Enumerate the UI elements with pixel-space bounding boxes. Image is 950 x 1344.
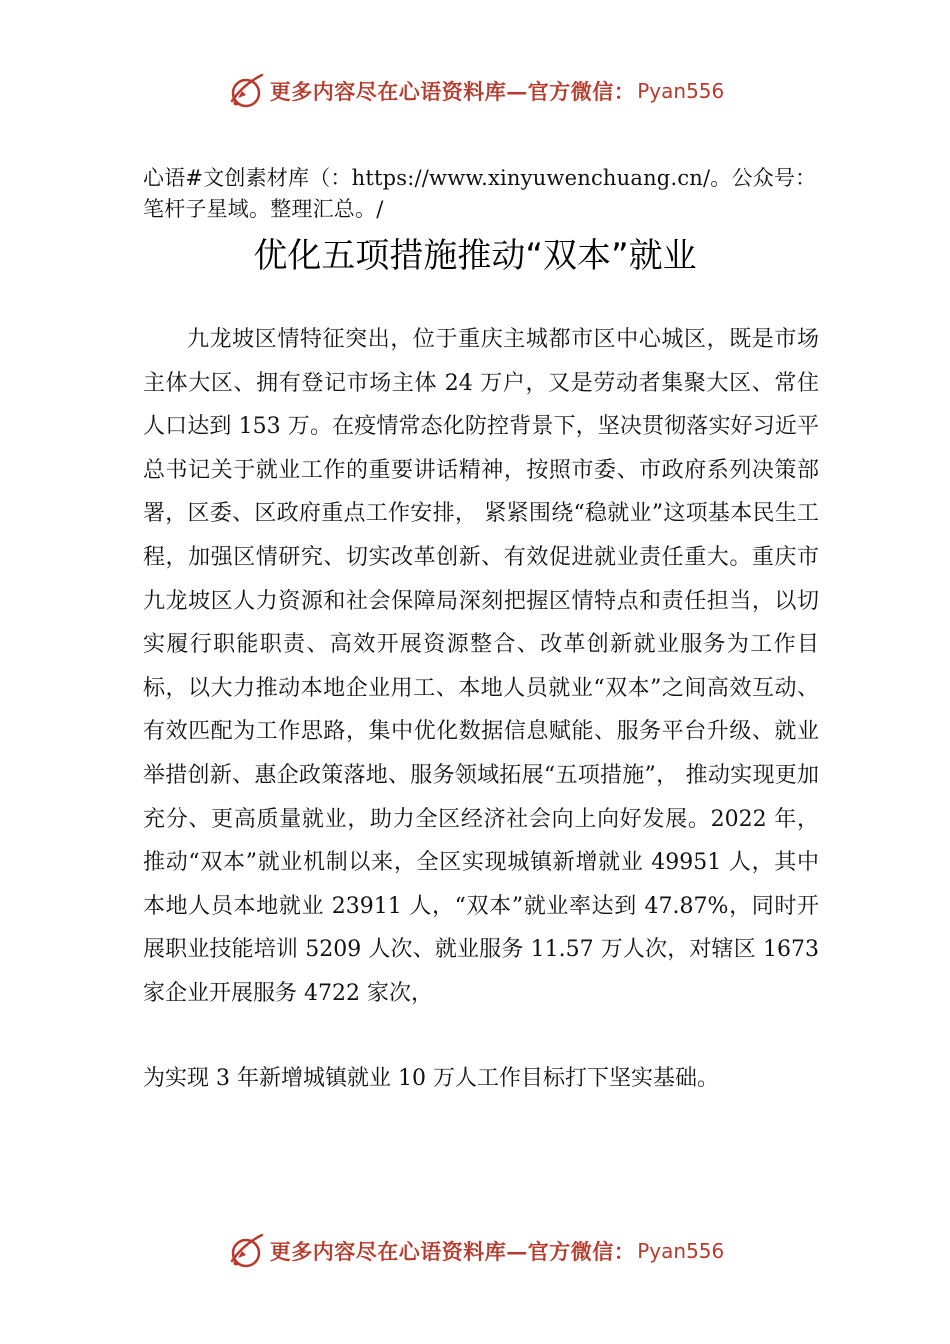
document-title: 优化五项措施推动“双本”就业 (253, 236, 697, 276)
pen-logo-icon (226, 1231, 266, 1271)
source-line: 心语#文创素材库（：https://www.xinyuwenchuang.cn/。公众号：笔杆子星域。整理汇总。/ (143, 166, 817, 221)
footer-banner (0, 1226, 950, 1276)
banner-slogan: 更多内容尽在心语资料库—官方微信： (269, 1239, 636, 1264)
closing-line: 为实现 3 年新增城镇就业 10 万人工作目标打下坚实基础。 (143, 1066, 719, 1091)
body-paragraph: 九龙坡区情特征突出，位于重庆主城都市区中心城区，既是市场主体大区、拥有登记市场主体 24 万户，又是劳动者集聚大区、常住人口达到 153 万。在疫情常态化防控背景下，坚决贯彻落实好习近平总书记关于就业工作的重要讲话精神，按照市委、市政府系列决策部署，区委、区政府重点工作安排， 紧紧围绕“稳就业”这项基本民生工程，加强区情研究、切实改革创新、有效促进就业责任重大。重庆市九龙坡区人力资源和社会保障局深刻把握区情特点和责任担当，以切实履行职能职责、高效开展资源整合、改革创新就业服务为工作目标，以大力推动本地企业用工、本地人员就业“双本”之间高效互动、有效匹配为工作思路，集中优化数据信息赋能、服务平台升级、就业举措创新、惠企政策落地、服务领域拓展“五项措施”， 推动实现更加充分、更高质量就业，助力全区经济社会向上向好发展。2022 年，推动“双本”就业机制以来，全区实现城镇新增就业 49951 人，其中本地人员本地就业 23911 人，“双本”就业率达到 47.87%，同时开展职业技能培训 5209 人次、就业服务 11.57 万人次，对辖区 1673 家企业开展服务 4722 家次， (143, 327, 819, 1006)
banner-wechat-handle: Pyan556 (637, 79, 725, 103)
header-banner (0, 66, 950, 116)
banner-slogan: 更多内容尽在心语资料库—官方微信： (269, 79, 636, 104)
pen-logo-icon (226, 71, 266, 111)
banner-wechat-handle: Pyan556 (637, 1239, 725, 1263)
